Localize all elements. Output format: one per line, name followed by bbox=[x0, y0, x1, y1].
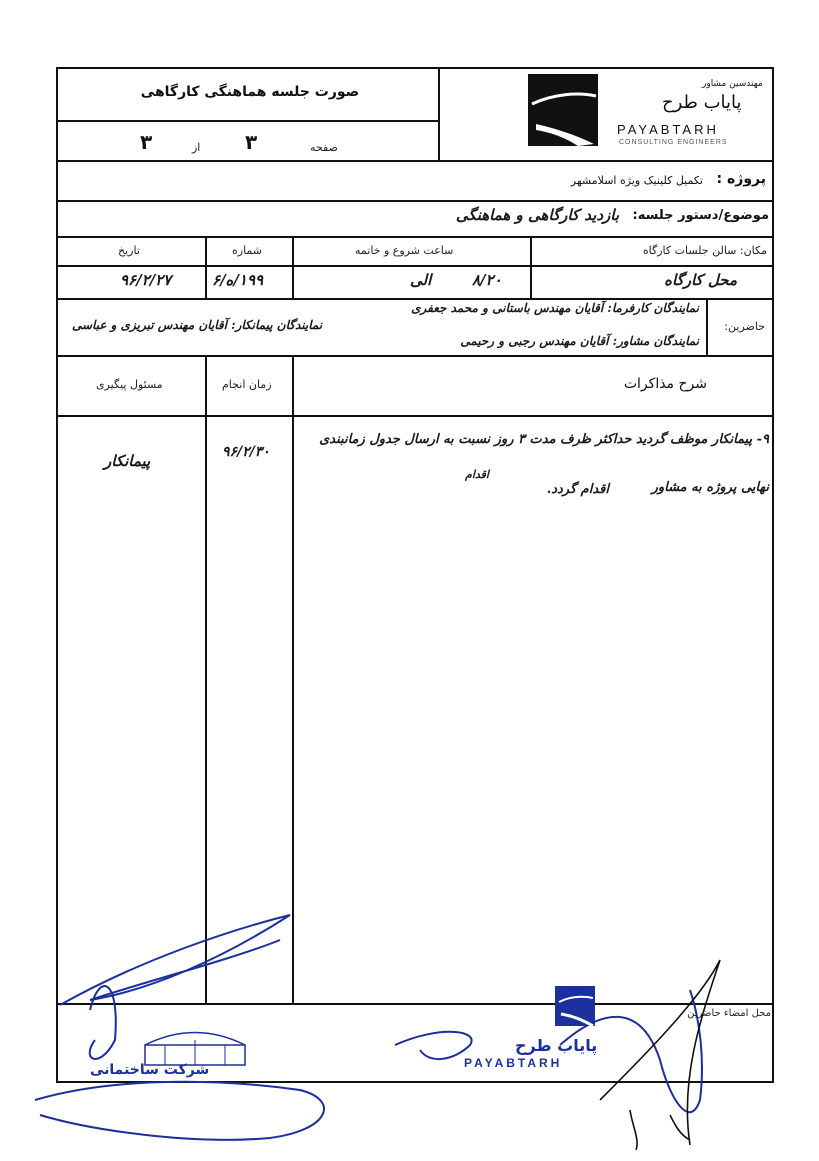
subject-label: موضوع/دستور جلسه: bbox=[632, 208, 769, 223]
logo-subtitle: CONSULTING ENGINEERS bbox=[619, 139, 728, 146]
meeting-number: ۱۹۹/ه/۶ bbox=[212, 271, 264, 289]
signature-label: محل امضاء حاضرین bbox=[687, 1008, 771, 1019]
time-start: ۸/۲۰ bbox=[472, 271, 502, 289]
project-value: تکمیل کلینیک ویژه اسلامشهر bbox=[570, 174, 703, 187]
time-separator: الی bbox=[410, 271, 432, 289]
attendees-label: حاضرین: bbox=[724, 320, 765, 333]
location-label: مکان: سالن جلسات کارگاه bbox=[642, 244, 767, 257]
col-header-time: زمان انجام bbox=[222, 378, 272, 391]
logo-top-small: مهندسین مشاور bbox=[702, 79, 763, 89]
page-of-label: از bbox=[192, 141, 201, 154]
subject-value: بازدید کارگاهی و هماهنگی bbox=[455, 206, 619, 224]
attendees-contractor: نمایندگان پیمانکار: آقایان مهندس تبریزی و عباسی bbox=[72, 318, 323, 332]
attendees-consultant: نمایندگان مشاور: آقایان مهندس رجبی و رحیمی bbox=[460, 334, 699, 348]
logo-persian-name: پایاب طرح bbox=[662, 92, 742, 113]
stamp-payab-text: پایاب طرح bbox=[515, 1036, 598, 1055]
project-label: پروژه : bbox=[716, 171, 766, 187]
row-text-line1: ۹- پیمانکار موظف گردید حداکثر ظرف مدت ۳ روز نسبت به ارسال جدول زمانبندی bbox=[319, 432, 769, 447]
page-total: ۳ bbox=[140, 130, 153, 154]
row-deadline: ۹۶/۲/۳۰ bbox=[222, 444, 270, 460]
logo-latin-name: PAYABTARH bbox=[617, 122, 719, 137]
row-text-inserted: اقدام bbox=[465, 468, 489, 481]
row-text-line2: نهایی پروژه به مشاور bbox=[651, 480, 769, 495]
row-text-line2-end: اقدام گردد. bbox=[546, 482, 609, 497]
col-header-responsible: مسئول پیگیری bbox=[96, 378, 163, 391]
row-responsible: پیمانکار bbox=[104, 452, 151, 470]
stamp-latin-text: PAYABTARH bbox=[464, 1056, 563, 1070]
stamp-logo-icon bbox=[555, 986, 595, 1026]
attendees-employer: نمایندگان کارفرما: آقایان مهندس باستانی و محمد جعفری bbox=[411, 301, 699, 315]
location-value: محل کارگاه bbox=[664, 271, 737, 289]
number-label: شماره bbox=[232, 244, 263, 257]
col-header-description: شرح مذاکرات bbox=[623, 376, 707, 392]
form-title: صورت جلسه هماهنگی کارگاهی bbox=[140, 84, 360, 100]
page-label: صفحه bbox=[310, 141, 338, 154]
stamp-company-text: شرکت ساختمانی bbox=[90, 1062, 210, 1078]
time-label: ساعت شروع و خاتمه bbox=[355, 244, 454, 257]
page-number: ۳ bbox=[245, 130, 258, 154]
meeting-date: ۹۶/۲/۲۷ bbox=[120, 271, 172, 289]
date-label: تاریخ bbox=[118, 244, 140, 257]
